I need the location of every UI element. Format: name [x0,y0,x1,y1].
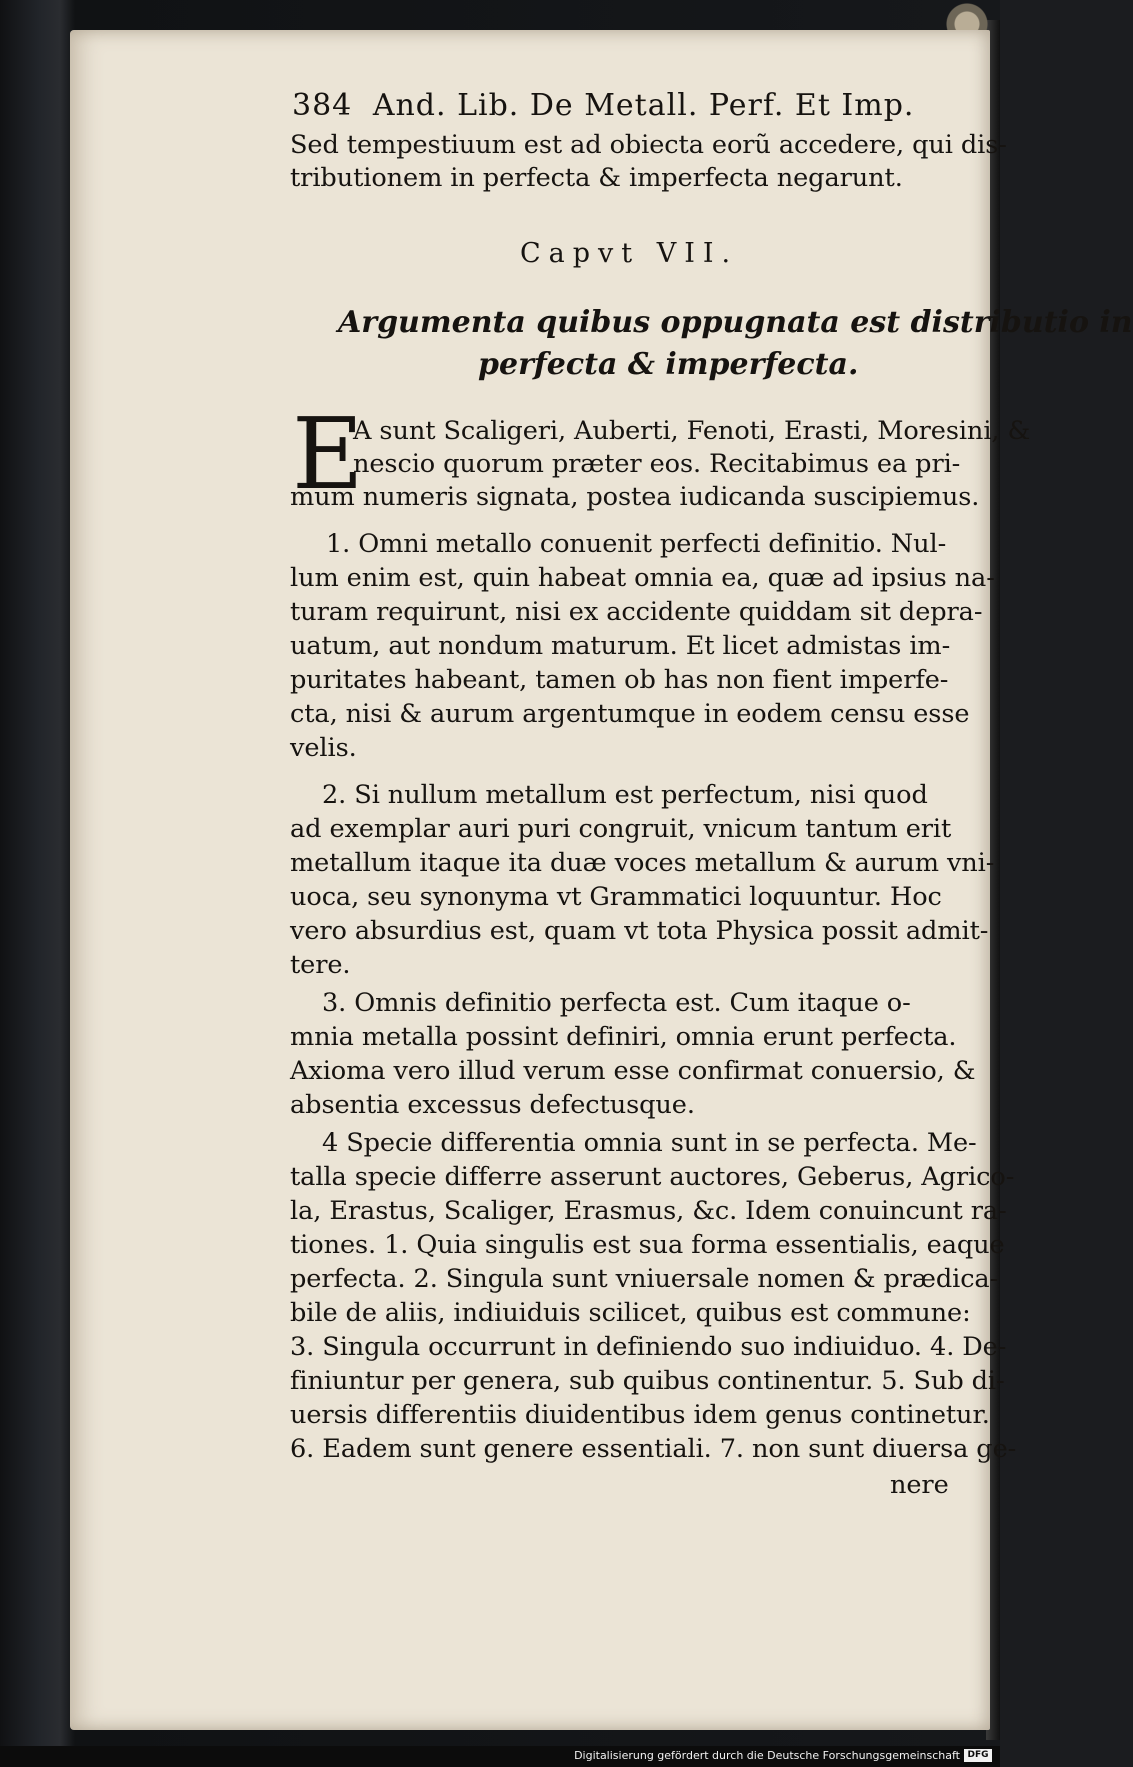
text-line: cta, nisi & aurum argentumque in eodem censu esse [290,699,970,729]
footer-credit: Digitalisierung gefördert durch die Deutsche Forschungsgemeinschaft [574,1749,960,1762]
text-line: A sunt Scaligeri, Auberti, Fenoti, Erasti, Moresini, & [353,416,1031,446]
running-title: And. Lib. De Metall. Perf. Et Imp. [372,88,915,123]
chapter-title-line: Argumenta quibus oppugnata est distributio in [338,305,1133,340]
text-line: uersis differentiis diuidentibus idem genus continetur. [290,1400,990,1430]
text-line: velis. [290,733,357,763]
text-line: tiones. 1. Quia singulis est sua forma essentialis, eaque [290,1230,1005,1260]
text-line: mum numeris signata, postea iudicanda suscipiemus. [290,482,980,512]
text-line: Sed tempestiuum est ad obiecta eorũ accedere, qui dis- [290,130,1007,160]
text-line: 3. Singula occurrunt in definiendo suo indiuiduo. 4. De- [290,1332,1007,1362]
page-number: 384 [292,88,353,123]
text-line: uatum, aut nondum maturum. Et licet admistas im- [290,631,951,661]
text-line: perfecta. 2. Singula sunt vniuersale nomen & prædica- [290,1264,999,1294]
text-line: talla specie differre asserunt auctores, Geberus, Agrico- [290,1162,1015,1192]
text-line: vero absurdius est, quam vt tota Physica possit admit- [290,916,989,946]
text-line: la, Erastus, Scaliger, Erasmus, &c. Idem conuincunt ra- [290,1196,1007,1226]
text-line: absentia excessus defectusque. [290,1090,695,1120]
text-line: tere. [290,950,351,980]
text-line: Axioma vero illud verum esse confirmat conuersio, & [290,1056,976,1086]
chapter-title-line: perfecta & imperfecta. [478,347,859,382]
text-line: tributionem in perfecta & imperfecta negarunt. [290,163,903,193]
text-line: 1. Omni metallo conuenit perfecti definitio. Nul- [326,529,947,559]
text-line: 3. Omnis definitio perfecta est. Cum itaque o- [322,988,911,1018]
text-line: nescio quorum præter eos. Recitabimus ea pri- [353,449,961,479]
text-line: lum enim est, quin habeat omnia ea, quæ ad ipsius na- [290,563,995,593]
text-line: turam requirunt, nisi ex accidente quiddam sit depra- [290,597,983,627]
text-line: 2. Si nullum metallum est perfectum, nisi quod [322,780,928,810]
text-line: 6. Eadem sunt genere essentiali. 7. non sunt diuersa ge- [290,1434,1017,1464]
dfg-logo: DFG [964,1749,992,1762]
text-line: puritates habeant, tamen ob has non fient imperfe- [290,665,949,695]
text-line: uoca, seu synonyma vt Grammatici loquuntur. Hoc [290,882,942,912]
text-line: mnia metalla possint definiri, omnia erunt perfecta. [290,1022,957,1052]
text-line: ad exemplar auri puri congruit, vnicum tantum erit [290,814,952,844]
catchword: nere [890,1470,949,1500]
book-page [70,30,990,1730]
text-line: 4 Specie differentia omnia sunt in se perfecta. Me- [322,1128,977,1158]
drop-capital: E [292,398,364,512]
chapter-heading: Capvt VII. [520,238,739,269]
text-line: finiuntur per genera, sub quibus continentur. 5. Sub di- [290,1366,1005,1396]
running-head [292,88,914,123]
text-line: bile de aliis, indiuiduis scilicet, quibus est commune: [290,1298,971,1328]
text-line: metallum itaque ita duæ voces metallum & aurum vni- [290,848,995,878]
